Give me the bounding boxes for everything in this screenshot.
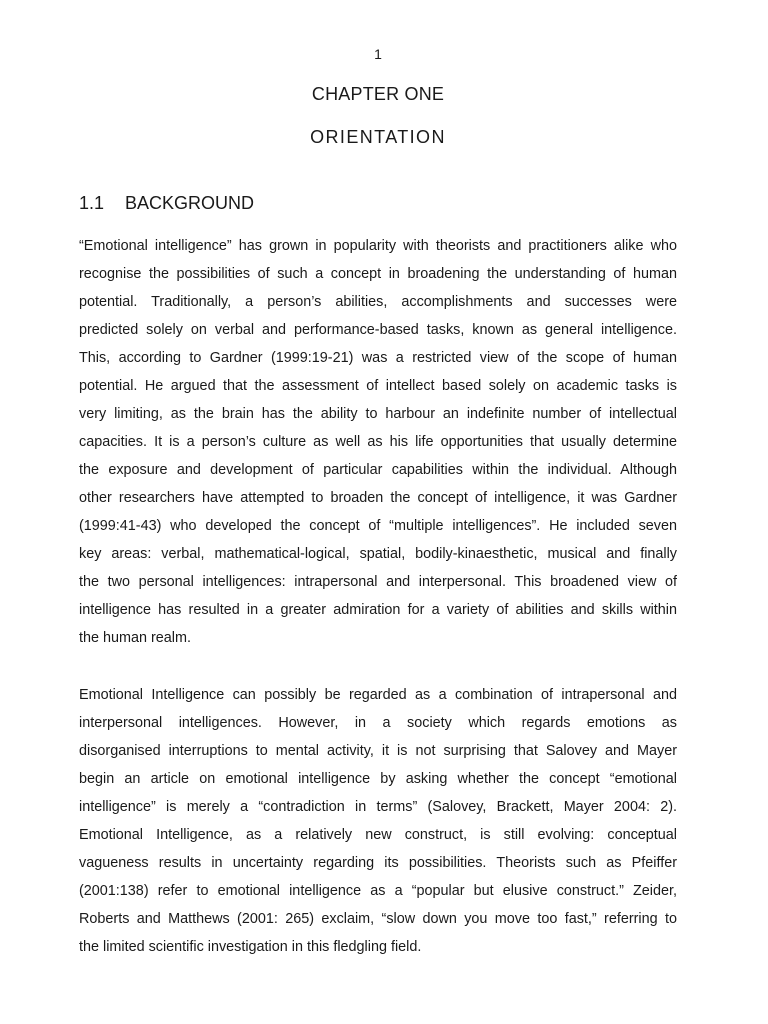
text-line: (1999:41-43) who developed the concept of “multiple intelligences”. He included seven	[79, 518, 677, 534]
text-line: Roberts and Matthews (2001: 265) exclaim, “slow down you move too fast,” referring to	[79, 911, 677, 927]
text-line: intelligence” is merely a “contradiction in terms” (Salovey, Brackett, Mayer 2004: 2).	[79, 799, 677, 815]
text-line: (2001:138) refer to emotional intelligence as a “popular but elusive construct.” Zeider,	[79, 883, 677, 899]
text-line: capacities. It is a person’s culture as well as his life opportunities that usually determine	[79, 434, 677, 450]
text-line: intelligence has resulted in a greater admiration for a variety of abilities and skills within	[79, 602, 677, 618]
chapter-title: CHAPTER ONE	[311, 84, 445, 104]
text-line: predicted solely on verbal and performance-based tasks, known as general intelligence.	[79, 322, 677, 338]
text-line: interpersonal intelligences. However, in a society which regards emotions as	[79, 715, 677, 731]
text-line: the exposure and development of particular capabilities within the individual. Although	[79, 462, 677, 478]
text-line: recognise the possibilities of such a concept in broadening the understanding of human	[79, 266, 677, 282]
text-line: the two personal intelligences: intrapersonal and interpersonal. This broadened view of	[79, 574, 677, 590]
text-line: key areas: verbal, mathematical-logical, spatial, bodily-kinaesthetic, musical and finally	[79, 546, 677, 562]
text-line: very limiting, as the brain has the ability to harbour an indefinite number of intellectual	[79, 406, 677, 422]
body-paragraph	[79, 681, 677, 961]
text-line: begin an article on emotional intelligence by asking whether the concept “emotional	[79, 771, 677, 787]
text-line: Emotional Intelligence can possibly be regarded as a combination of intrapersonal and	[79, 687, 677, 703]
page-number: 1	[374, 46, 382, 62]
body-paragraph	[79, 232, 677, 652]
text-line: potential. He argued that the assessment of intellect based solely on academic tasks is	[79, 378, 677, 394]
text-line: other researchers have attempted to broaden the concept of intelligence, it was Gardner	[79, 490, 677, 506]
chapter-subtitle: ORIENTATION	[310, 127, 446, 147]
section-heading	[79, 193, 254, 214]
text-line: the limited scientific investigation in this fledgling field.	[79, 939, 422, 955]
text-line: potential. Traditionally, a person’s abilities, accomplishments and successes were	[79, 294, 677, 310]
text-line: “Emotional intelligence” has grown in popularity with theorists and practitioners alike who	[79, 238, 677, 254]
text-line: This, according to Gardner (1999:19-21) was a restricted view of the scope of human	[79, 350, 677, 366]
text-line: Emotional Intelligence, as a relatively new construct, is still evolving: conceptual	[79, 827, 677, 843]
text-line: vagueness results in uncertainty regarding its possibilities. Theorists such as Pfeiffer	[79, 855, 677, 871]
section-number: 1.1	[79, 193, 105, 213]
text-line: disorganised interruptions to mental activity, it is not surprising that Salovey and Mayer	[79, 743, 677, 759]
section-title: BACKGROUND	[125, 193, 255, 213]
text-line: the human realm.	[79, 630, 191, 646]
